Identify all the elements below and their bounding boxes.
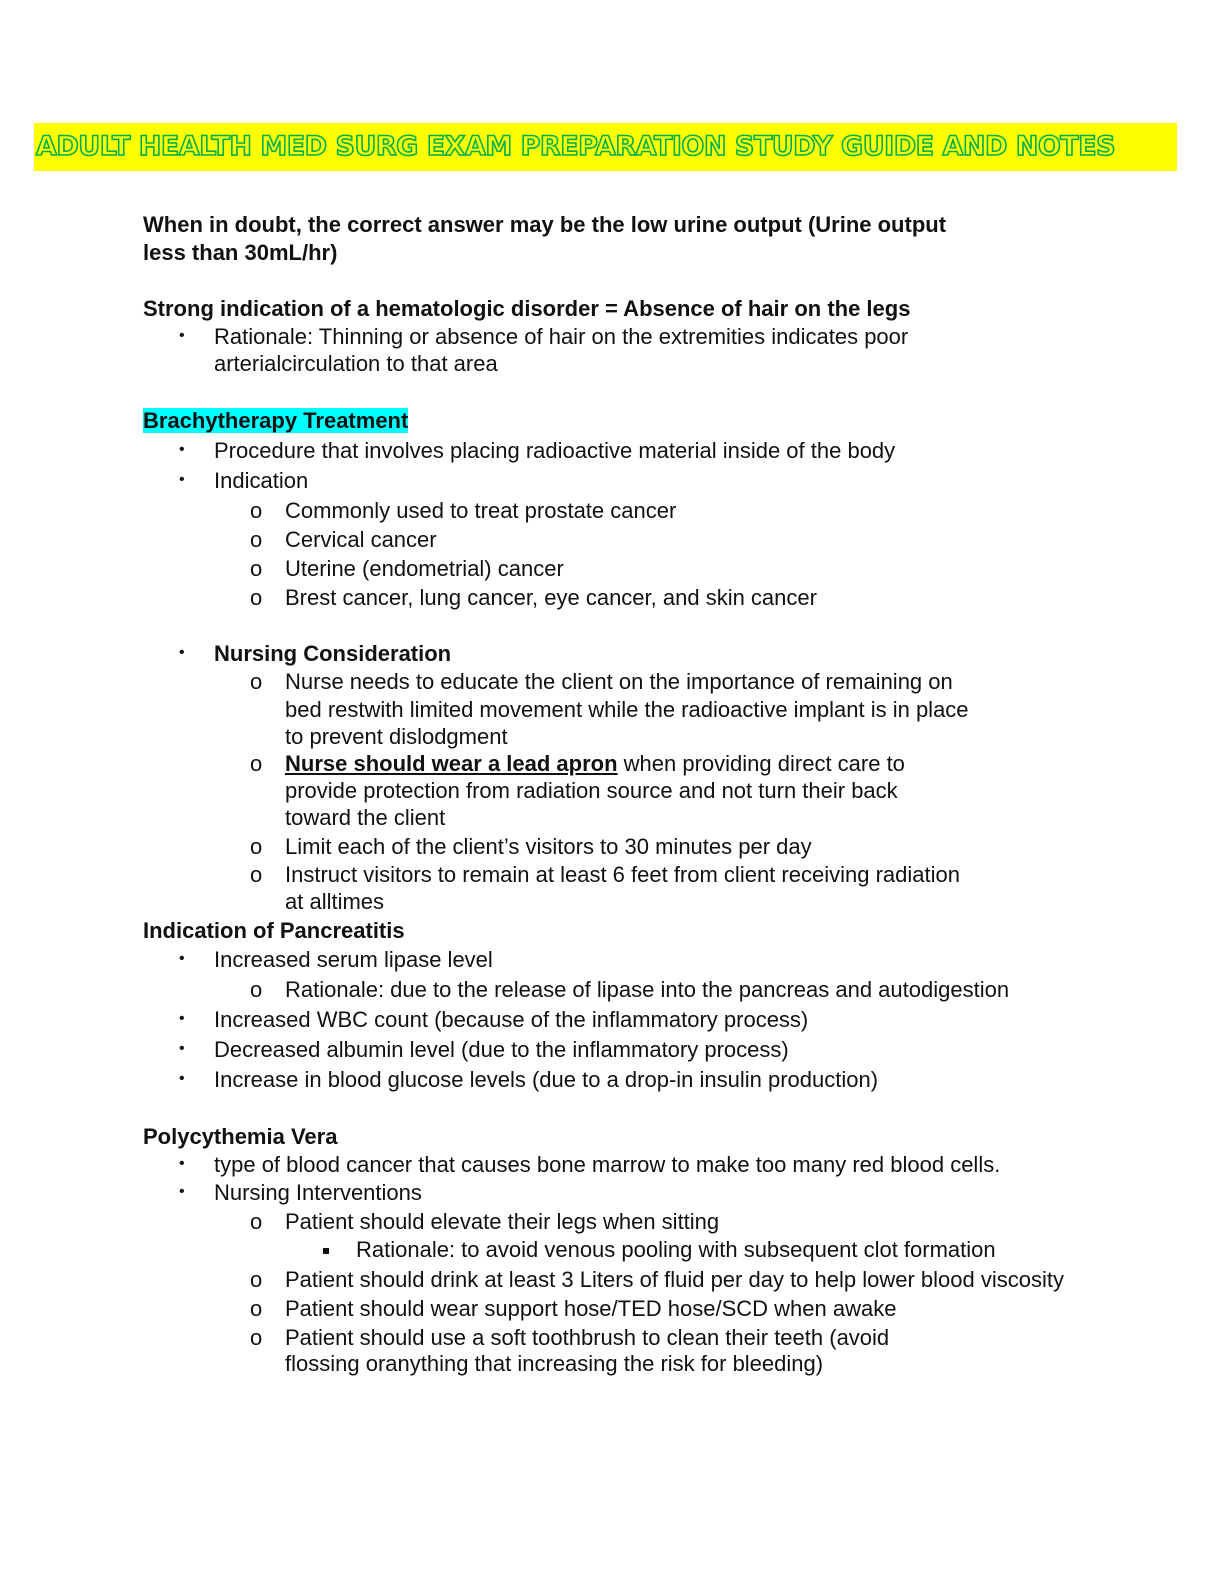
circle-marker: o xyxy=(250,585,263,610)
list-item: Procedure that involves placing radioactive material inside of the body xyxy=(214,438,896,463)
list-item: Rationale: Thinning or absence of hair on the extremities indicates poor xyxy=(214,324,909,349)
list-item: Increase in blood glucose levels (due to a drop-in insulin production) xyxy=(214,1067,879,1092)
list-item: Increased WBC count (because of the inflammatory process) xyxy=(214,1007,809,1032)
title-banner xyxy=(34,123,1177,171)
list-item: Limit each of the client’s visitors to 30 minutes per day xyxy=(285,834,812,859)
bullet-marker: • xyxy=(179,1010,185,1027)
section-heading: Brachytherapy Treatment xyxy=(143,408,409,433)
emphasis-text: Nurse should wear a lead apron xyxy=(285,751,618,776)
bullet-marker: • xyxy=(179,1183,185,1200)
square-bullet-icon xyxy=(323,1248,329,1254)
list-item: Indication xyxy=(214,468,309,493)
intro-line: When in doubt, the correct answer may be the low urine output (Urine output xyxy=(143,212,947,237)
list-item: flossing oranything that increasing the risk for bleeding) xyxy=(285,1351,824,1376)
section-heading: Polycythemia Vera xyxy=(143,1124,338,1149)
list-item: Patient should wear support hose/TED hose/SCD when awake xyxy=(285,1296,897,1321)
circle-marker: o xyxy=(250,977,263,1002)
list-item: Uterine (endometrial) cancer xyxy=(285,556,564,581)
bullet-marker: • xyxy=(179,471,185,488)
subheading: Nursing Consideration xyxy=(214,641,452,666)
bullet-marker: • xyxy=(179,1155,185,1172)
list-item: toward the client xyxy=(285,805,446,830)
section-heading: Strong indication of a hematologic disorder = Absence of hair on the legs xyxy=(143,296,911,321)
list-item: Commonly used to treat prostate cancer xyxy=(285,498,677,523)
bullet-marker: • xyxy=(179,1040,185,1057)
list-item: to prevent dislodgment xyxy=(285,724,508,749)
bullet-marker: • xyxy=(179,1070,185,1087)
bullet-marker: • xyxy=(179,327,185,344)
list-item: at alltimes xyxy=(285,889,385,914)
list-item: Patient should use a soft toothbrush to clean their teeth (avoid xyxy=(285,1325,890,1350)
document-title: ADULT HEALTH MED SURG EXAM PREPARATION STUDY GUIDE AND NOTES xyxy=(36,131,1116,162)
list-item: bed restwith limited movement while the radioactive implant is in place xyxy=(285,697,969,722)
list-item: Increased serum lipase level xyxy=(214,947,493,972)
circle-marker: o xyxy=(250,751,263,776)
list-item: Nursing Interventions xyxy=(214,1180,422,1205)
list-item: Decreased albumin level (due to the inflammatory process) xyxy=(214,1037,789,1062)
list-item: Nurse needs to educate the client on the importance of remaining on xyxy=(285,669,953,694)
list-item: when providing direct care to xyxy=(617,751,905,776)
circle-marker: o xyxy=(250,527,263,552)
circle-marker: o xyxy=(250,498,263,523)
section-heading: Indication of Pancreatitis xyxy=(143,918,405,943)
circle-marker: o xyxy=(250,669,263,694)
list-item: Cervical cancer xyxy=(285,527,437,552)
circle-marker: o xyxy=(250,834,263,859)
list-item: provide protection from radiation source and not turn their back xyxy=(285,778,898,803)
list-item: arterialcirculation to that area xyxy=(214,351,498,376)
circle-marker: o xyxy=(250,1325,263,1350)
list-item: type of blood cancer that causes bone marrow to make too many red blood cells. xyxy=(214,1152,1001,1177)
bullet-marker: • xyxy=(179,644,185,661)
circle-marker: o xyxy=(250,1296,263,1321)
list-item: Rationale: due to the release of lipase into the pancreas and autodigestion xyxy=(285,977,1010,1002)
list-item: Instruct visitors to remain at least 6 feet from client receiving radiation xyxy=(285,862,960,887)
circle-marker: o xyxy=(250,1209,263,1234)
list-item: Patient should drink at least 3 Liters of fluid per day to help lower blood viscosity xyxy=(285,1267,1064,1292)
list-item: Brest cancer, lung cancer, eye cancer, and skin cancer xyxy=(285,585,817,610)
bullet-marker: • xyxy=(179,950,185,967)
bullet-marker: • xyxy=(179,441,185,458)
list-item: Patient should elevate their legs when sitting xyxy=(285,1209,720,1234)
list-item: Rationale: to avoid venous pooling with subsequent clot formation xyxy=(356,1237,996,1262)
circle-marker: o xyxy=(250,862,263,887)
circle-marker: o xyxy=(250,1267,263,1292)
intro-line: less than 30mL/hr) xyxy=(143,240,338,265)
circle-marker: o xyxy=(250,556,263,581)
